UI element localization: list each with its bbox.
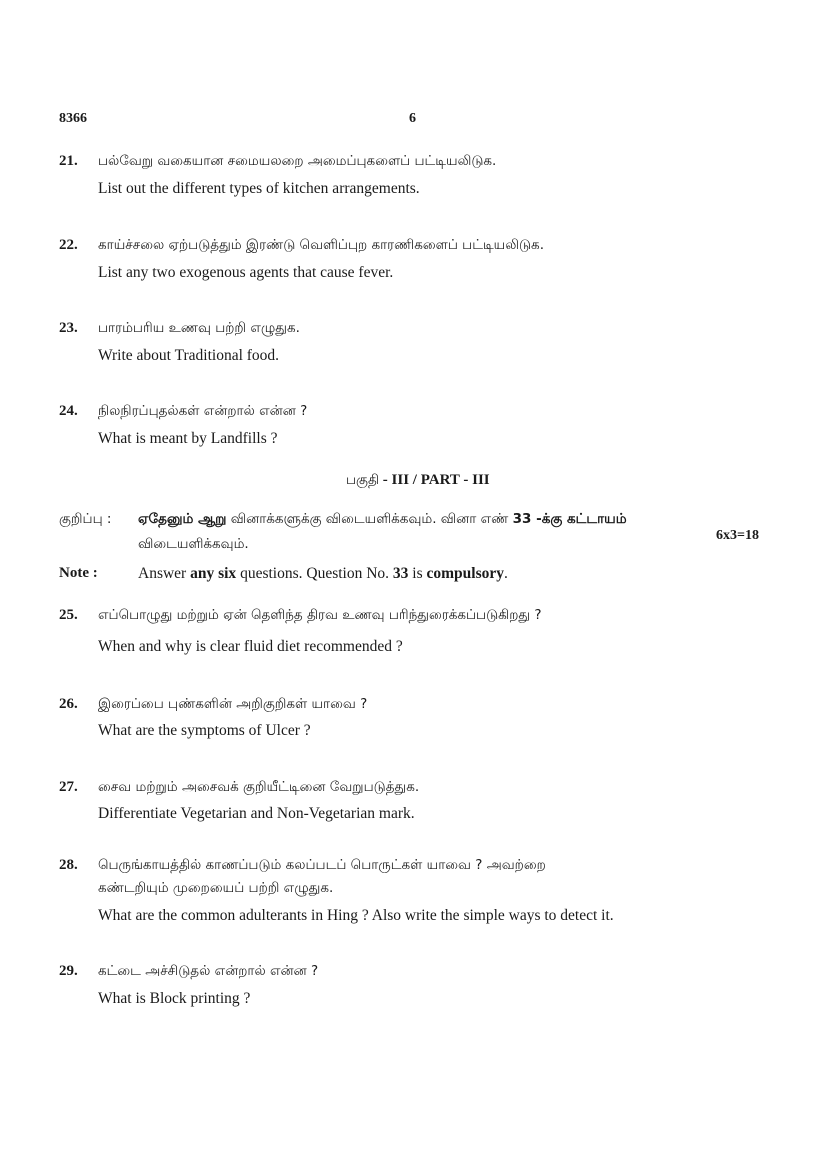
tamil-note-line2: விடையளிக்கவும். — [138, 536, 249, 552]
question-tamil-continued: கண்டறியும் முறையைப் பற்றி எழுதுக. — [98, 880, 334, 896]
part-heading-english: - III / PART - III — [379, 472, 490, 488]
tamil-note-bold2: 33 -க்கு கட்டாயம் — [512, 511, 627, 527]
note-text-4: . — [504, 565, 508, 582]
question-tamil: பெருங்காயத்தில் காணப்படும் கலப்படப் பொருட்கள் யாவை ? அவற்றை — [98, 857, 546, 873]
part-heading — [346, 472, 490, 490]
question-english: List out the different types of kitchen arrangements. — [98, 180, 420, 197]
question-tamil: நிலநிரப்புதல்கள் என்றால் என்ன ? — [98, 403, 308, 419]
question-english: Differentiate Vegetarian and Non-Vegetarian mark. — [98, 805, 415, 822]
note-text-3: is — [408, 565, 427, 582]
note-bold-compulsory: compulsory — [426, 565, 504, 582]
question-english: What are the common adulterants in Hing ? Also write the simple ways to detect it. — [98, 907, 614, 924]
question-number: 22. — [59, 237, 78, 253]
english-note-label: Note : — [59, 565, 98, 581]
question-english: What is meant by Landfills ? — [98, 430, 278, 447]
question-tamil: கட்டை அச்சிடுதல் என்றால் என்ன ? — [98, 963, 319, 979]
question-number: 29. — [59, 963, 78, 979]
question-number: 21. — [59, 153, 78, 169]
question-english: When and why is clear fluid diet recommended ? — [98, 638, 403, 655]
note-bold-any-six: any six — [190, 565, 237, 582]
question-number: 24. — [59, 403, 78, 419]
page-number: 6 — [409, 111, 416, 126]
question-number: 23. — [59, 320, 78, 336]
part-heading-tamil: பகுதி — [346, 472, 380, 488]
note-text-2: questions. Question No. — [236, 565, 393, 582]
question-number: 28. — [59, 857, 78, 873]
question-number: 26. — [59, 696, 78, 712]
question-english: What is Block printing ? — [98, 990, 251, 1007]
question-tamil: எப்பொழுது மற்றும் ஏன் தெளிந்த திரவ உணவு பரிந்துரைக்கப்படுகிறது ? — [98, 607, 542, 623]
question-number: 27. — [59, 779, 78, 795]
tamil-note-bold1: ஏதேனும் ஆறு — [138, 511, 227, 527]
question-tamil: இரைப்பை புண்களின் அறிகுறிகள் யாவை ? — [98, 696, 368, 712]
question-tamil: சைவ மற்றும் அசைவக் குறியீட்டினை வேறுபடுத்துக. — [98, 779, 420, 795]
marks-allocation: 6x3=18 — [716, 528, 759, 543]
question-english: Write about Traditional food. — [98, 347, 280, 364]
question-english: What are the symptoms of Ulcer ? — [98, 722, 311, 739]
question-tamil: காய்ச்சலை ஏற்படுத்தும் இரண்டு வெளிப்புற காரணிகளைப் பட்டியலிடுக. — [98, 237, 544, 253]
tamil-note-text1: வினாக்களுக்கு விடையளிக்கவும். வினா எண் — [226, 511, 513, 527]
tamil-note-line1 — [138, 511, 627, 529]
tamil-note-label: குறிப்பு : — [59, 511, 112, 527]
note-text-1: Answer — [138, 565, 191, 582]
paper-code: 8366 — [59, 111, 87, 126]
question-tamil: பல்வேறு வகையான சமையலறை அமைப்புகளைப் பட்டியலிடுக. — [98, 153, 497, 169]
question-number: 25. — [59, 607, 78, 623]
note-bold-33: 33 — [392, 565, 409, 582]
question-english: List any two exogenous agents that cause fever. — [98, 264, 394, 281]
english-note-text — [138, 565, 508, 583]
question-tamil: பாரம்பரிய உணவு பற்றி எழுதுக. — [98, 320, 300, 336]
